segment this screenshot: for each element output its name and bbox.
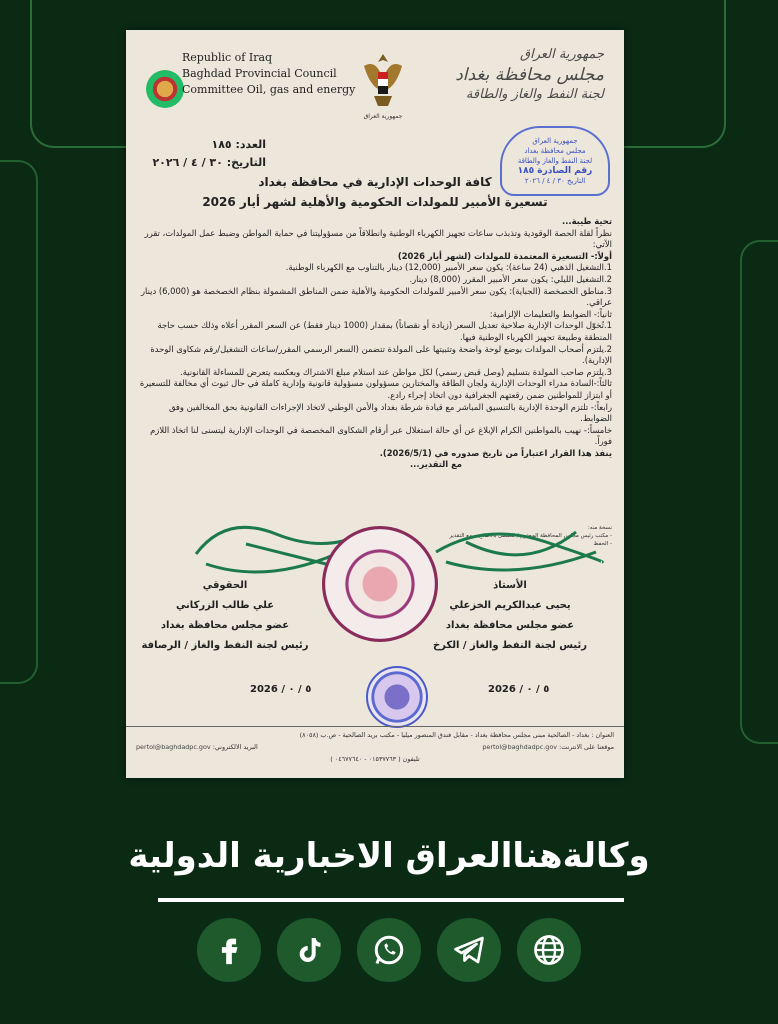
globe-icon [531, 932, 567, 968]
iraq-eagle-emblem [360, 50, 406, 122]
title-line-1: كافة الوحدات الإدارية في محافظة بغداد [258, 175, 492, 189]
signer-name: علي طالب الزركاني [175, 600, 275, 611]
decorative-frame-right [740, 240, 778, 744]
facebook-icon [212, 933, 246, 967]
effective-date: ينفذ هذا القرار اعتباراً من تاريخ صدوره في (2026/5/1). [379, 447, 612, 458]
clause: خامساً:- نهيب بالمواطنين الكرام الإبلاغ عن أي حالة استغلال عبر أرقام الشكاوى المخصصة في الوحدات الإدارية ليتسنى لنا اتخاذ اللازم فوراً. [150, 424, 612, 447]
clause: 3.مناطق الخصخصة (الجباية): يكون سعر الأمبير للمولدات الحكومية والأهلية ضمن المناطق المشمولة بنظام الخصخصة هو (6,000) دينار عراقي. [141, 285, 612, 308]
stamp-line: رقم الصادرة ١٨٥ [517, 166, 593, 176]
footer-address: العنوان : بغداد - الصالحية مبنى مجلس محافظة بغداد - مقابل فندق المنصور ميليا - مكتب بريد الصالحية - ص.ب (٨٠٥٨) [299, 731, 614, 739]
reference-date: التاريخ: ٣٠ / ٤ / ٢٠٢٦ [152, 156, 266, 169]
telegram-icon [451, 932, 487, 968]
letter-body [138, 216, 612, 471]
tiktok-icon [293, 934, 325, 966]
letter-footer [126, 726, 624, 767]
website-value: pertol@baghdadpc.gov [482, 743, 558, 751]
signer-role: عضو مجلس محافظة بغداد [160, 620, 290, 631]
stamp-line: التاريخ ٣٠ / ٤ / ٢٠٢٦ [524, 177, 586, 185]
clause: رابعاً:- تلتزم الوحدة الإدارية بالتنسيق المباشر مع قيادة شرطة بغداد والأمن الوطني لاتخاذ الإجراءات القانونية بحق المخالفين وفق الضوابط. [168, 401, 612, 424]
official-letter [126, 30, 624, 778]
signer-title: الحقوقي [202, 580, 248, 591]
clause: 2.يلتزم أصحاب المولدات بوضع لوحة واضحة وتثبيتها على المولدة تتضمن (السعر الرسمي المقرر/ساعات التشغيل/رقم شكاوى الوحدة الإدارية). [150, 343, 612, 366]
footer-contacts [136, 741, 614, 753]
clause: ثالثاً:-السادة مدراء الوحدات الإدارية ولجان الطاقة والمختارين مسؤولون مسؤولية قانونية وإدارية كاملة في حال ثبوت أي مخالفة للتسعيرة أو ابتزاز للمواطنين ضمن رقعتهم الجغرافية دون اتخاذ إجراء رادع. [139, 378, 612, 400]
clause: 1.التشغيل الذهبي (24 ساعة): يكون سعر الأمبير (12,000) دينار بالتناوب مع الكهرباء الوطنية. [285, 262, 612, 273]
clause: 2.التشغيل الليلي: يكون سعر الأمبير المقرر (8,000) دينار. [409, 273, 612, 284]
signer-role: عضو مجلس محافظة بغداد [445, 620, 575, 631]
eagle-caption: جمهورية العراق [363, 113, 403, 120]
brand-underline [158, 898, 624, 902]
website-label: موقعنا على الانترنت: [559, 743, 614, 751]
stamp-line: جمهورية العراق [532, 137, 578, 145]
email-block [136, 741, 258, 753]
cc-title: نسخة منه: [587, 525, 612, 531]
header-en-line: Republic of Iraq [182, 51, 273, 64]
facebook-link[interactable] [197, 918, 261, 982]
cc-line: - الحفظ [593, 541, 612, 547]
header-ar-line: مجلس محافظة بغداد [455, 65, 604, 85]
title-line-2: تسعيرة الأمبير للمولدات الحكومية والأهلية لشهر أيار 2026 [202, 195, 548, 209]
regards: مع التقدير... [409, 459, 462, 470]
section-heading: أولاً:- التسعيرة المعتمدة للمولدات (لشهر أيار 2026) [397, 250, 612, 261]
reference-block [146, 136, 266, 172]
signer-name: يحيى عبدالكريم الخزعلي [449, 600, 571, 611]
signer-left [140, 576, 310, 656]
agency-name: وكالةهناالعراق الاخبارية الدولية [128, 836, 650, 876]
secondary-seal [366, 666, 428, 728]
stamp-line: مجلس محافظة بغداد [524, 147, 586, 155]
signer-position: رئيس لجنة النفط والغاز / الكرخ [432, 640, 588, 651]
header-ar-line: لجنة النفط والغاز والطاقة [465, 87, 604, 102]
signer-right-date: 2026 / ٥ / ٠ [488, 684, 550, 695]
clause: 3.يلتزم صاحب المولدة بتسليم (وصل قبض رسمي) لكل مواطن عند استلام مبلغ الاشتراك وبعكسه يتعرض للمساءلة القانونية. [180, 366, 612, 377]
website-link[interactable] [517, 918, 581, 982]
greeting: تحية طيبة... [562, 216, 612, 226]
clause: 1.تُخوّل الوحدات الإدارية صلاحية تعديل السعر (زيادة أو نقصاناً) بمقدار (1000 دينار فقط) عن السعر المقرر أعلاه وذلك حسب حاجة المنطقة وطبيعة تجهيز الكهرباء الوطنية فيها. [157, 320, 612, 342]
social-links [0, 918, 778, 982]
stamp-line: لجنة النفط والغاز والطاقة [517, 157, 593, 165]
signer-title: الأستاذ [493, 580, 527, 591]
intro-paragraph: نظراً لقلة الحصة الوقودية وتذبذب ساعات تجهيز الكهرباء الوطنية وانطلاقاً من مسؤوليتنا في حماية المواطن وضبط عمل المولدات، تقرر الآتي: [144, 227, 612, 250]
signer-left-date: 2026 / ٥ / ٠ [250, 684, 312, 695]
whatsapp-icon [371, 932, 407, 968]
header-en-line: Baghdad Provincial Council [182, 67, 337, 80]
email-value: pertol@baghdadpc.gov [136, 743, 211, 751]
header-en-line: Committee Oil, gas and energy [182, 83, 356, 96]
telegram-link[interactable] [437, 918, 501, 982]
header-english [182, 50, 355, 98]
section-heading: ثانياً:- الضوابط والتعليمات الإلزامية: [489, 308, 612, 319]
tiktok-link[interactable] [277, 918, 341, 982]
signer-right [420, 576, 600, 656]
signer-position: رئيس لجنة النفط والغاز / الرصافة [141, 640, 309, 651]
cc-line: - مكتب رئيس مجلس المحافظة المحترم / للتفضل بالاطلاع ...مع التقدير [449, 533, 612, 539]
header-arabic [455, 46, 604, 104]
reference-number: العدد: ١٨٥ [211, 138, 266, 151]
decorative-frame-left [0, 160, 38, 684]
committee-logo [146, 70, 184, 108]
footer-phone: تليفون ( ٠١٥٣٧٧٦٣ - ٠٤٦٧٧٦٤٠ ) [330, 755, 420, 763]
signatories [126, 576, 624, 656]
whatsapp-link[interactable] [357, 918, 421, 982]
letter-title [126, 172, 624, 212]
header-ar-line: جمهورية العراق [520, 47, 604, 62]
website-block [482, 741, 614, 753]
email-label: البريد الالكتروني: [212, 743, 258, 751]
